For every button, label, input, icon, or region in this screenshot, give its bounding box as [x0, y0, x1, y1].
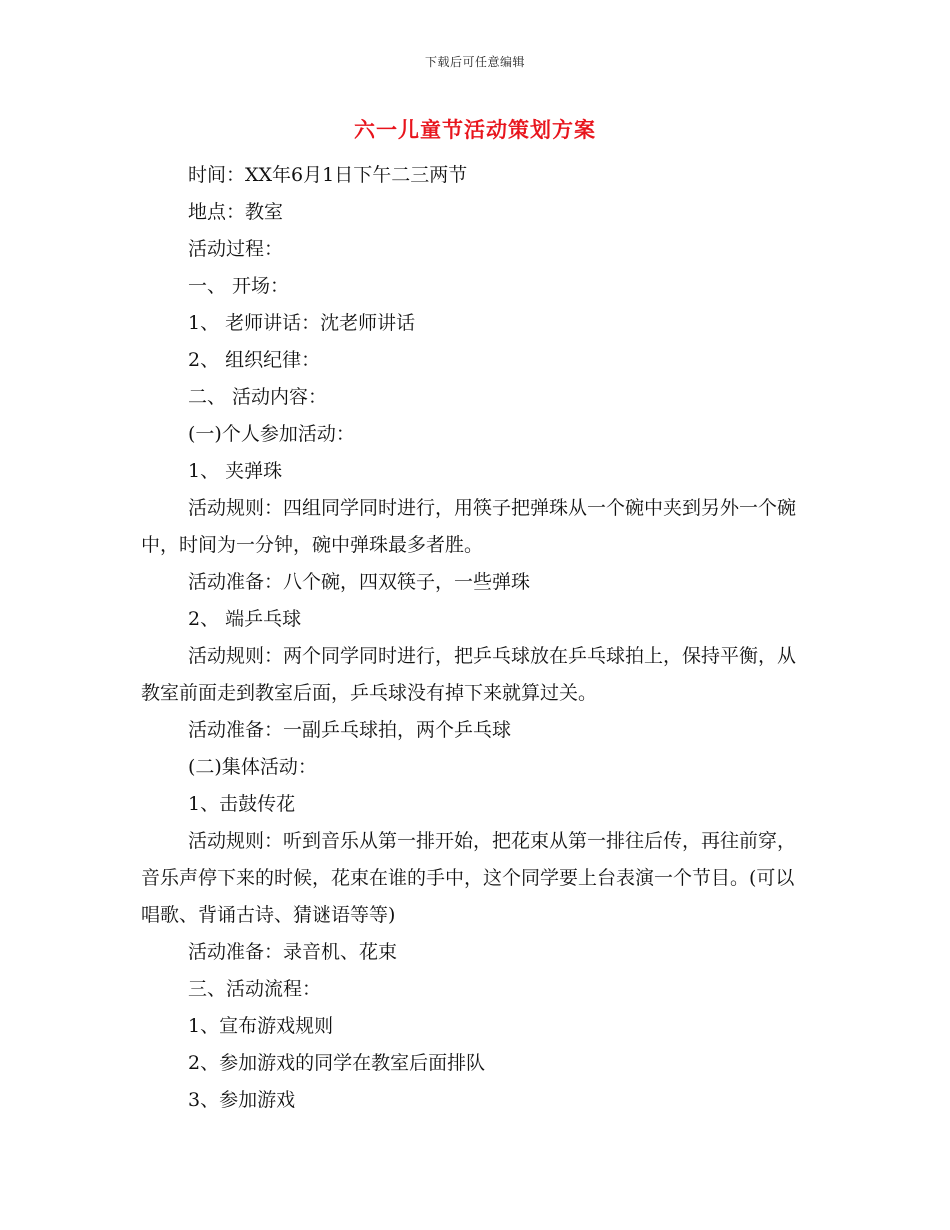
paragraph-section-flow: 三、活动流程： — [188, 978, 322, 1000]
paragraph-marbles-prep: 活动准备：八个碗，四双筷子，一些弹珠 — [188, 571, 531, 593]
paragraph-pingpong-rules: 活动规则：两个同学同时进行，把乒乓球放在乒乓球拍上，保持平衡，从教室前面走到教室后面，乒乓球没有掉下来就算过关。 — [141, 645, 797, 704]
paragraph-group-activities: (二)集体活动： — [188, 756, 317, 778]
paragraph-section-opening: 一、 开场： — [188, 275, 290, 297]
paragraph-pass-flower-prep: 活动准备：录音机、花束 — [188, 941, 398, 963]
paragraph-flow-step-2: 2、参加游戏的同学在教室后面排队 — [188, 1052, 486, 1074]
paragraph-individual-activities: (一)个人参加活动： — [188, 423, 355, 445]
paragraph-location: 地点：教室 — [188, 201, 284, 223]
paragraph-pingpong: 2、 端乒乓球 — [188, 608, 302, 630]
paragraph-section-content: 二、 活动内容： — [188, 386, 328, 408]
paragraph-teacher-speech: 1、 老师讲话：沈老师讲话 — [188, 312, 416, 334]
paragraph-discipline: 2、 组织纪律： — [188, 349, 321, 371]
paragraph-marbles-rules: 活动规则：四组同学同时进行，用筷子把弹珠从一个碗中夹到另外一个碗中，时间为一分钟，碗中弹珠最多者胜。 — [141, 497, 797, 556]
paragraph-flow-step-1: 1、宣布游戏规则 — [188, 1015, 334, 1037]
paragraph-flow-step-3: 3、参加游戏 — [188, 1089, 296, 1111]
document-body — [141, 157, 806, 1119]
paragraph-time: 时间：XX年6月1日下午二三两节 — [188, 164, 468, 186]
paragraph-pass-flower-rules: 活动规则：听到音乐从第一排开始，把花束从第一排往后传，再往前穿，音乐声停下来的时候，花束在谁的手中，这个同学要上台表演一个节目。(可以唱歌、背诵古诗、猜谜语等等) — [141, 830, 797, 926]
paragraph-pingpong-prep: 活动准备：一副乒乓球拍，两个乒乓球 — [188, 719, 512, 741]
paragraph-process-heading: 活动过程： — [188, 238, 284, 260]
paragraph-pass-flower: 1、击鼓传花 — [188, 793, 296, 815]
document-title: 六一儿童节活动策划方案 — [354, 118, 596, 142]
paragraph-marbles: 1、 夹弹珠 — [188, 460, 283, 482]
header-note: 下载后可任意编辑 — [424, 55, 525, 69]
